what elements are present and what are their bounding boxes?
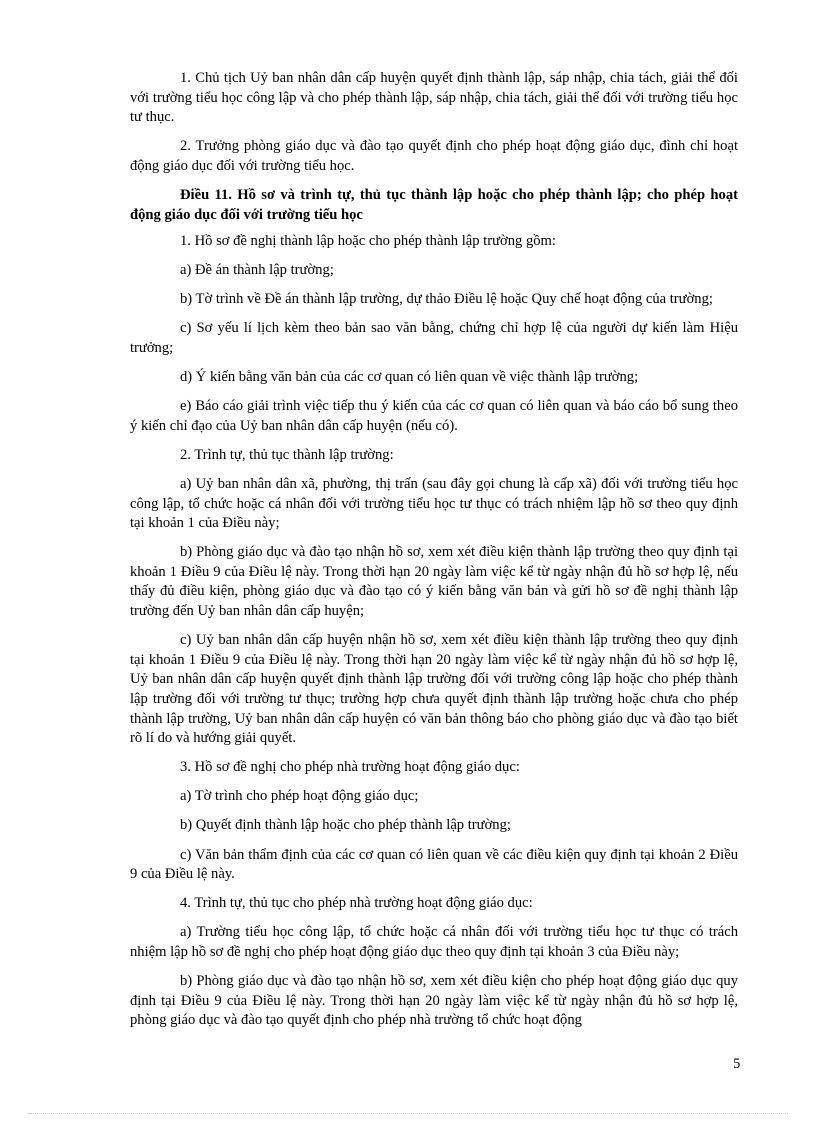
paragraph-9: e) Báo cáo giải trình việc tiếp thu ý kiến của các cơ quan có liên quan và báo cáo bổ sung theo ý kiến chỉ đạo của Uỷ ban nhân dân cấp huyện (nếu có). (130, 398, 738, 434)
paragraph-16: b) Quyết định thành lập hoặc cho phép thành lập trường; (180, 817, 511, 834)
paragraph-15: a) Tờ trình cho phép hoạt động giáo dục; (180, 788, 419, 805)
paragraph-10: 2. Trình tự, thủ tục thành lập trường: (180, 446, 394, 463)
paragraph-19: a) Trường tiểu học công lập, tổ chức hoặc cá nhân đối với trường tiểu học tư thục có trách nhiệm lập hồ sơ đề nghị cho phép hoạt động giáo dục theo quy định tại khoản 3 của Điều này; (130, 924, 738, 960)
paragraph-17: c) Văn bản thẩm định của các cơ quan có liên quan về các điều kiện quy định tại khoản 2 Điều 9 của Điều lệ này. (130, 846, 738, 883)
paragraph-1: 1. Chủ tịch Uỷ ban nhân dân cấp huyện quyết định thành lập, sáp nhập, chia tách, giải thể đối với trường tiểu học công lập và cho phép thành lập, sáp nhập, chia tách, giải thể đối với trường tiểu học tư thục. (130, 70, 738, 126)
page-number: 5 (733, 1056, 741, 1072)
paragraph-6: b) Tờ trình về Đề án thành lập trường, dự thảo Điều lệ hoặc Quy chế hoạt động của trường; (180, 291, 713, 308)
paragraph-14: 3. Hồ sơ đề nghị cho phép nhà trường hoạt động giáo dục: (180, 759, 520, 776)
paragraph-4: 1. Hồ sơ đề nghị thành lập hoặc cho phép thành lập trường gồm: (180, 233, 556, 250)
paragraph-18: 4. Trình tự, thủ tục cho phép nhà trường hoạt động giáo dục: (180, 895, 533, 912)
paragraph-12: b) Phòng giáo dục và đào tạo nhận hồ sơ, xem xét điều kiện thành lập trường theo quy định tại khoản 1 Điều 9 của Điều lệ này. Trong thời hạn 20 ngày làm việc kể từ ngày nhận đủ hồ sơ hợp lệ, nếu thấy đủ điều kiện, phòng giáo dục và đào tạo có ý kiến bằng văn bản và gửi hồ sơ đề nghị thành lập trường đến Uỷ ban nhân dân cấp huyện; (130, 544, 738, 620)
paragraph-11: a) Uỷ ban nhân dân xã, phường, thị trấn (sau đây gọi chung là cấp xã) đối với trường tiểu học công lập, tổ chức hoặc cá nhân đối với trường tiểu học tư thục có trách nhiệm lập hồ sơ theo quy định tại khoản 1 của Điều này; (130, 476, 738, 532)
paragraph-7: c) Sơ yếu lí lịch kèm theo bản sao văn bằng, chứng chỉ hợp lệ của người dự kiến làm Hiệu trưởng; (130, 320, 738, 357)
paragraph-13: c) Uỷ ban nhân dân cấp huyện nhận hồ sơ, xem xét điều kiện thành lập trường theo quy định tại khoản 1 Điều 9 của Điều lệ này. Trong thời hạn 20 ngày làm việc kể từ ngày nhận đủ hồ sơ hợp lệ, Uỷ ban nhân dân cấp huyện quyết định thành lập trường đối với trường công lập hoặc cho phép thành lập trường đối với trường tư thục; trường hợp chưa quyết định thành lập trường hoặc chưa cho phép thành lập trường, Uỷ ban nhân dân cấp huyện có văn bản thông báo cho phòng giáo dục và đào tạo biết rõ lí do và hướng giải quyết. (130, 632, 738, 747)
page-bottom-divider (28, 1113, 788, 1114)
paragraph-8: d) Ý kiến bằng văn bản của các cơ quan có liên quan về việc thành lập trường; (180, 369, 639, 386)
article-heading: Điều 11. Hồ sơ và trình tự, thủ tục thành lập hoặc cho phép thành lập; cho phép hoạt động giáo dục đối với trường tiểu học (130, 186, 738, 223)
paragraph-20: b) Phòng giáo dục và đào tạo nhận hồ sơ, xem xét điều kiện cho phép hoạt động giáo dục quy định tại Điều 9 của Điều lệ này. Trong thời hạn 20 ngày làm việc kể từ ngày nhận đủ hồ sơ hợp lệ, phòng giáo dục và đào tạo quyết định cho phép nhà trường tổ chức hoạt động (130, 972, 738, 1029)
document-body (130, 69, 738, 1040)
paragraph-5: a) Đề án thành lập trường; (180, 262, 334, 279)
paragraph-2: 2. Trưởng phòng giáo dục và đào tạo quyết định cho phép hoạt động giáo dục, đình chỉ hoạt động giáo dục đối với trường tiểu học. (130, 138, 738, 174)
